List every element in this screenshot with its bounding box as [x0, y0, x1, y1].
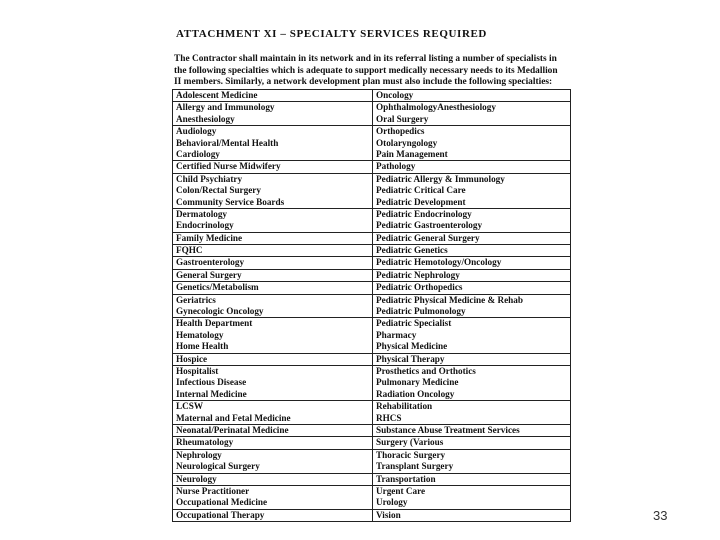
table-row	[173, 437, 571, 449]
specialty-name: Anesthesiology	[176, 113, 235, 124]
specialty-cell-right	[373, 365, 571, 400]
specialty-cell-right	[373, 257, 571, 269]
specialty-name: Oncology	[376, 90, 414, 100]
table-row	[173, 90, 571, 102]
specialty-name: Oral Surgery	[376, 113, 429, 124]
specialty-name: Audiology	[176, 126, 217, 137]
table-row	[173, 257, 571, 269]
specialty-name: Hospice	[176, 353, 208, 364]
specialty-name: Genetics/Metabolism	[176, 282, 259, 293]
specialty-name: Colon/Rectal Surgery	[176, 185, 261, 196]
specialty-name: Pediatric Orthopedics	[376, 282, 463, 293]
specialty-cell-right	[373, 424, 571, 436]
specialty-name: Neurology	[176, 473, 217, 484]
specialty-name: Pediatric Genetics	[376, 245, 448, 256]
specialty-name: Pediatric Allergy & Immunology	[376, 173, 505, 184]
specialty-cell-right	[373, 269, 571, 281]
specialty-name: OphthalmologyAnesthesiology	[376, 102, 496, 113]
table-row	[173, 208, 571, 232]
specialty-name: Family Medicine	[176, 232, 243, 243]
specialty-name: Pediatric General Surgery	[376, 232, 480, 243]
page-number: 33	[653, 508, 668, 523]
specialty-name: Otolaryngology	[376, 137, 438, 148]
specialty-name: Pathology	[376, 161, 416, 172]
specialty-cell-left	[173, 126, 373, 161]
specialty-cell-right	[373, 485, 571, 509]
document-title: ATTACHMENT XI – SPECIALTY SERVICES REQUIRED	[176, 28, 487, 40]
specialty-name: LCSW	[176, 401, 204, 412]
table-row	[173, 449, 571, 473]
specialty-cell-right	[373, 245, 571, 257]
specialty-cell-right	[373, 126, 571, 161]
specialty-cell-right	[373, 353, 571, 365]
specialty-cell-left	[173, 449, 373, 473]
intro-paragraph	[174, 54, 604, 89]
specialty-cell-right	[373, 90, 571, 102]
specialty-name: RHCS	[376, 412, 402, 423]
specialty-cell-right	[373, 401, 571, 425]
specialty-cell-left	[173, 282, 373, 294]
specialty-name: Geriatrics	[176, 294, 216, 305]
table-row	[173, 232, 571, 244]
specialty-cell-right	[373, 282, 571, 294]
specialty-cell-left	[173, 294, 373, 318]
specialty-cell-left	[173, 318, 373, 353]
specialty-name: Cardiology	[176, 148, 220, 159]
specialty-name: Internal Medicine	[176, 388, 247, 399]
intro-line: the following specialties which is adequate to support medically necessary needs to its Medallion	[174, 65, 558, 76]
specialty-name: Certified Nurse Midwifery	[176, 161, 281, 172]
table-row	[173, 161, 571, 173]
specialty-name: Pediatric Endocrinology	[376, 208, 472, 219]
specialty-name: Transportation	[376, 473, 436, 484]
table-row	[173, 353, 571, 365]
specialty-name: Occupational Medicine	[176, 497, 268, 508]
specialty-name: Rehabilitation	[376, 401, 433, 412]
table-row	[173, 102, 571, 126]
table-row	[173, 282, 571, 294]
specialty-cell-right	[373, 473, 571, 485]
specialty-cell-left	[173, 161, 373, 173]
specialty-name: Allergy and Immunology	[176, 102, 275, 113]
specialty-cell-right	[373, 449, 571, 473]
specialty-cell-left	[173, 353, 373, 365]
specialty-name: Adolescent Medicine	[176, 90, 258, 100]
specialty-cell-left	[173, 401, 373, 425]
table-row	[173, 485, 571, 509]
specialty-cell-right	[373, 294, 571, 318]
specialty-name: Prosthetics and Orthotics	[376, 365, 476, 376]
specialty-name: Gastroenterology	[176, 257, 245, 268]
specialty-name: Behavioral/Mental Health	[176, 137, 279, 148]
specialty-cell-right	[373, 208, 571, 232]
specialty-name: Physical Medicine	[376, 341, 448, 352]
specialty-name: Pain Management	[376, 148, 448, 159]
specialty-name: Pulmonary Medicine	[376, 377, 459, 388]
specialty-cell-left	[173, 232, 373, 244]
table-row	[173, 126, 571, 161]
specialty-name: Pediatric Specialist	[376, 318, 452, 329]
table-row	[173, 365, 571, 400]
specialty-name: Pediatric Critical Care	[376, 185, 466, 196]
specialty-name: Nephrology	[176, 449, 222, 460]
specialty-name: Pharmacy	[376, 329, 417, 340]
specialty-cell-left	[173, 437, 373, 449]
specialty-cell-right	[373, 161, 571, 173]
table-row	[173, 173, 571, 208]
specialty-cell-right	[373, 102, 571, 126]
specialty-cell-left	[173, 365, 373, 400]
specialty-name: Urology	[376, 497, 408, 508]
specialty-name: Pediatric Pulmonology	[376, 306, 466, 317]
specialty-name: Hematology	[176, 329, 224, 340]
specialty-cell-left	[173, 173, 373, 208]
specialty-name: General Surgery	[176, 269, 242, 280]
specialty-cell-left	[173, 424, 373, 436]
specialty-cell-left	[173, 269, 373, 281]
specialty-name: Surgery (Various	[376, 437, 444, 448]
specialty-cell-right	[373, 437, 571, 449]
table-row	[173, 245, 571, 257]
table-row	[173, 401, 571, 425]
specialty-name: Radiation Oncology	[376, 388, 455, 399]
specialty-cell-left	[173, 473, 373, 485]
table-row	[173, 424, 571, 436]
specialty-name: Pediatric Nephrology	[376, 269, 460, 280]
specialty-cell-left	[173, 485, 373, 509]
specialty-name: Community Service Boards	[176, 196, 285, 207]
specialty-cell-left	[173, 509, 373, 521]
specialty-name: Pediatric Development	[376, 196, 466, 207]
table-row	[173, 473, 571, 485]
specialty-name: Infectious Disease	[176, 377, 247, 388]
specialty-name: Neonatal/Perinatal Medicine	[176, 424, 289, 435]
specialty-name: Thoracic Surgery	[376, 449, 446, 460]
specialty-name: Pediatric Hemotology/Oncology	[376, 257, 502, 268]
table-row	[173, 318, 571, 353]
specialty-name: Physical Therapy	[376, 353, 445, 364]
specialty-cell-right	[373, 318, 571, 353]
specialty-name: Substance Abuse Treatment Services	[376, 424, 520, 435]
specialty-cell-left	[173, 245, 373, 257]
specialty-name: Hospitalist	[176, 365, 219, 376]
specialty-cell-left	[173, 102, 373, 126]
intro-line: The Contractor shall maintain in its network and in its referral listing a number of specialists in	[174, 54, 557, 64]
specialty-name: Transplant Surgery	[376, 461, 454, 472]
specialty-cell-right	[373, 173, 571, 208]
specialty-name: Nurse Practitioner	[176, 485, 250, 496]
specialty-name: Occupational Therapy	[176, 509, 265, 520]
specialty-name: Neurological Surgery	[176, 461, 260, 472]
specialty-name: Home Health	[176, 341, 229, 352]
specialty-cell-left	[173, 257, 373, 269]
specialty-cell-right	[373, 232, 571, 244]
specialty-name: Child Psychiatry	[176, 173, 243, 184]
specialty-name: Urgent Care	[376, 485, 426, 496]
specialty-name: Gynecologic Oncology	[176, 306, 264, 317]
specialty-cell-left	[173, 208, 373, 232]
specialty-name: Rheumatology	[176, 437, 234, 448]
table-row	[173, 269, 571, 281]
specialty-cell-right	[373, 509, 571, 521]
specialty-name: Health Department	[176, 318, 253, 329]
specialty-name: Vision	[376, 509, 401, 520]
specialty-name: Dermatology	[176, 208, 228, 219]
specialty-name: Orthopedics	[376, 126, 425, 137]
specialty-name: Maternal and Fetal Medicine	[176, 412, 291, 423]
specialty-name: Pediatric Physical Medicine & Rehab	[376, 294, 523, 305]
table-row	[173, 509, 571, 521]
table-row	[173, 294, 571, 318]
specialty-cell-left	[173, 90, 373, 102]
specialty-name: Endocrinology	[176, 220, 234, 231]
specialty-name: FQHC	[176, 245, 203, 256]
specialty-table	[172, 89, 571, 522]
specialty-name: Pediatric Gastroenterology	[376, 220, 483, 231]
intro-line: II members. Similarly, a network development plan must also include the following specialties:	[174, 77, 553, 88]
